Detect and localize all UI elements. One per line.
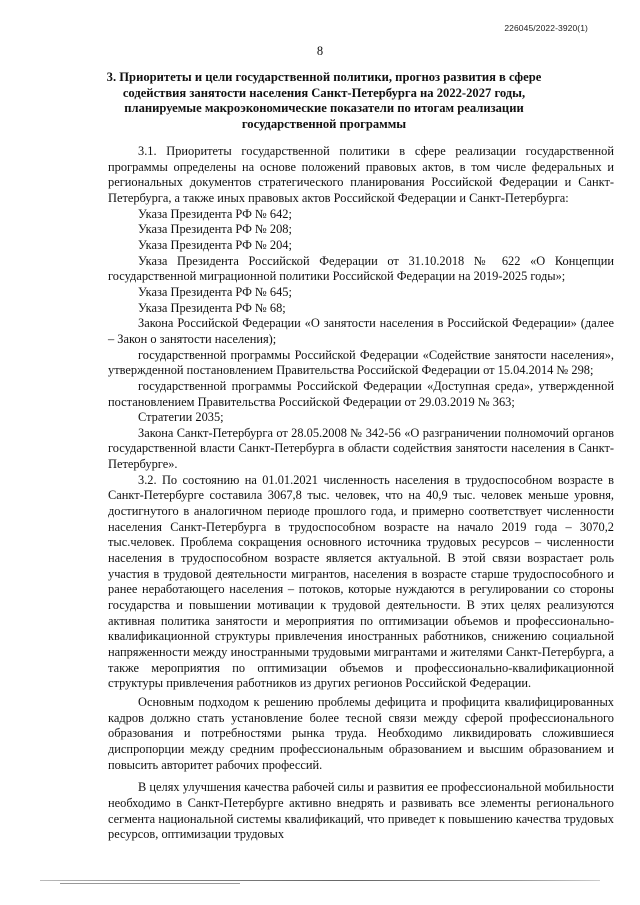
list-item: государственной программы Российской Федерации «Содействие занятости населения», утвержденной постановлением Правительства Российской Федерации от 15.04.2014 № 298; [108,347,614,378]
list-item: Закона Российской Федерации «О занятости населения в Российской Федерации» (далее – Закон о занятости населения); [108,316,614,346]
document-body [108,144,614,843]
scan-edge-line [40,880,600,881]
paragraph: Основным подходом к решению проблемы дефицита и профицита квалифицированных кадров должно стать установление более тесной связи между сферой профессионального образования и потребностями рынка труда. Необходимо ликвидировать сложившиеся диспропорции между средним профессиональным образованием и высшим образованием и повысить авторитет рабочих профессий. [108,694,614,772]
list-item: Указа Президента Российской Федерации от 31.10.2018 № 622 «О Концепции государственной миграционной политики Российской Федерации на 2019-2025 годы»; [108,253,614,284]
scan-edge-line [60,883,240,884]
list-item: Указа Президента РФ № 645; [138,284,292,299]
section-heading: 3. Приоритеты и цели государственной политики, прогноз развития в сфере содействия занятости населения Санкт-Петербурга на 2022-2027 годы, планируемые макроэкономические показатели по итогам реализации государственной программы [106,70,542,131]
list-item: государственной программы Российской Федерации «Доступная среда», утвержденной постановлением Правительства Российской Федерации от 29.03.2019 № 363; [108,378,614,409]
registration-number: 226045/2022-3920(1) [504,23,588,33]
list-item: Закона Санкт-Петербурга от 28.05.2008 № 342-56 «О разграничении полномочий органов государственной власти Санкт-Петербурга в области содействия занятости населения в Санкт-Петербурге». [108,425,614,472]
list-item: Указа Президента РФ № 642; [138,206,292,221]
list-item: Стратегии 2035; [138,410,224,425]
list-item: Указа Президента РФ № 208; [138,222,292,237]
list-item: Указа Президента РФ № 68; [138,300,286,315]
list-item: Указа Президента РФ № 204; [138,237,292,252]
paragraph-3-1: 3.1. Приоритеты государственной политики в сфере реализации государственной программы определены на основе положений правовых актов, в том числе федеральных и региональных документов стратегического планирования Российской Федерации и Санкт-Петербурга, а также иных правовых актов Российской Федерации и Санкт-Петербурга: [108,144,614,205]
paragraph: В целях улучшения качества рабочей силы и развития ее профессиональной мобильности необходимо в Санкт-Петербурге активно внедрять и развивать все элементы регионального сегмента национальной системы квалификаций, что приведет к повышению качества трудовых ресурсов, оптимизации трудовых [108,780,614,842]
page-number: 8 [316,44,324,58]
paragraph-3-2: 3.2. По состоянию на 01.01.2021 численность населения в трудоспособном возрасте в Санкт-Петербурге составила 3067,8 тыс. человек, что на 40,9 тыс. человек меньше уровня, достигнутого в аналогичном периоде прошлого года, и примерно соответствует численности населения Санкт-Петербурга в трудоспособном возрасте на начало 2019 года – 3070,2 тыс.человек. Проблема сокращения основного источника трудовых ресурсов – численности населения в трудоспособном возрасте является актуальной. В этой связи возрастает роль участия в трудовой деятельности мигрантов, населения в возрасте старше трудоспособного и ранее неработающего населения – потоков, которые нуждаются в регулировании со стороны государства и повышении мотивации к трудовой деятельности. В этих целях реализуются активная политика занятости и мероприятия по оптимизации объемов и профессионально-квалификационной структуры привлечения иностранных работников, снижению социальной напряженности между иностранными трудовыми мигрантами и жителями Санкт-Петербурга, а также мероприятия по оптимизации объемов и профессионально-квалификационной структуры привлечения работников из других регионов Российской Федерации. [108,472,614,691]
